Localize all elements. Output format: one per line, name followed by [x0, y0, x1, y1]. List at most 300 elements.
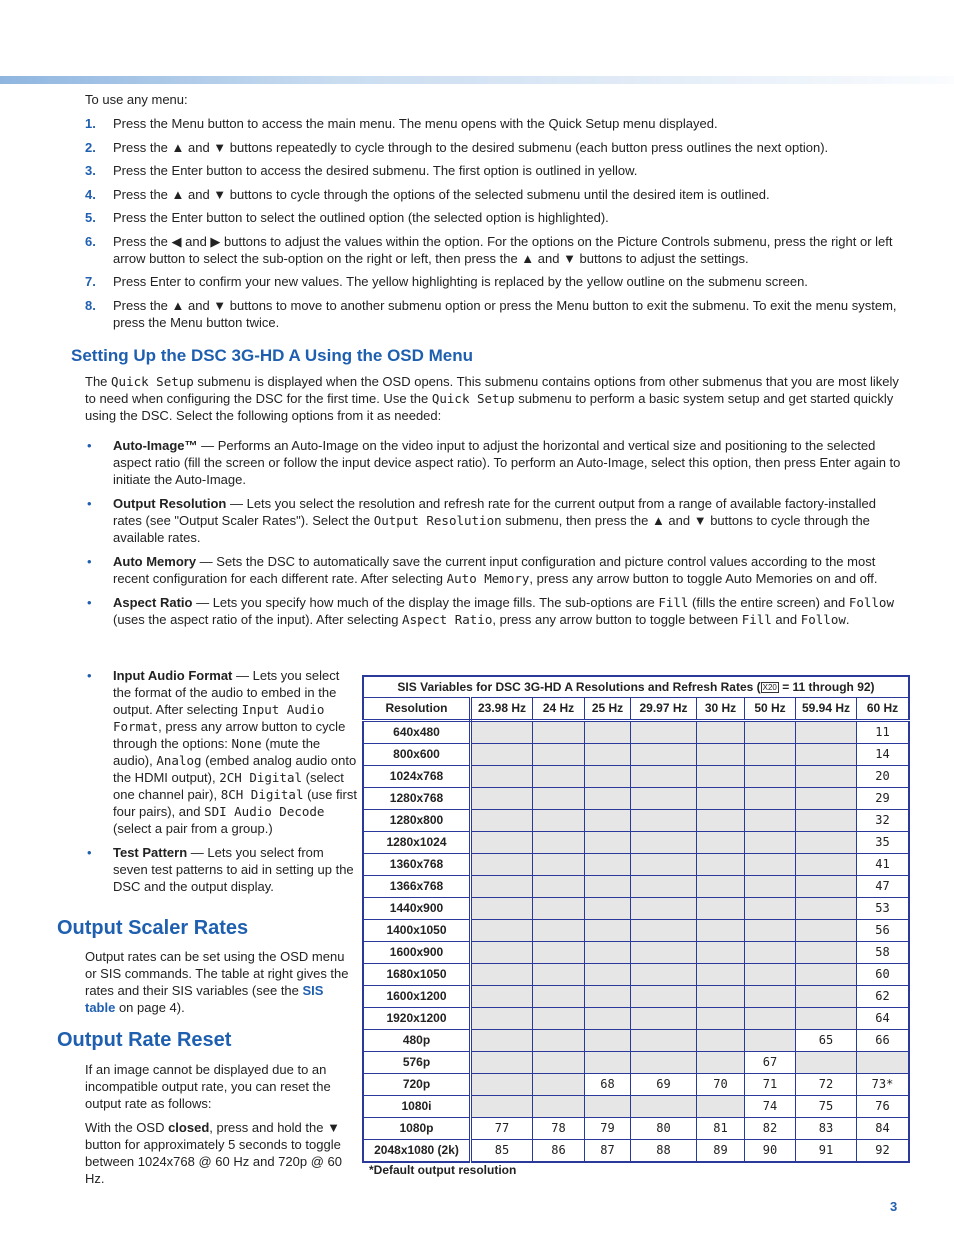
unavailable-cell [796, 898, 857, 920]
sis-variable-cell: 67 [745, 1052, 796, 1074]
sis-variable-cell: 83 [796, 1118, 857, 1140]
sis-variable-cell: 77 [471, 1118, 533, 1140]
text-run: (use first four pairs), and [113, 787, 357, 819]
option-bullet-item [85, 495, 905, 546]
menu-item-code: Follow [800, 612, 846, 627]
table-row [363, 1140, 909, 1163]
osd-section-heading: Setting Up the DSC 3G-HD A Using the OSD Menu [71, 346, 474, 365]
option-name: closed [168, 1120, 210, 1135]
bullet-icon: • [87, 554, 92, 569]
column-header: 29.97 Hz [631, 698, 697, 721]
output-scaler-rates-heading: Output Scaler Rates [57, 917, 249, 939]
unavailable-cell [697, 898, 745, 920]
unavailable-cell [585, 1008, 631, 1030]
sis-variable-cell: 90 [745, 1140, 796, 1163]
table-row [363, 920, 909, 942]
unavailable-cell [471, 1008, 533, 1030]
text-run: — Sets the DSC to automatically save the current input configuration and picture control values according to the most recent configuration for each different rate. After selecting [113, 554, 876, 586]
text-run: (select one channel pair), [113, 770, 344, 802]
column-header: 23.98 Hz [471, 698, 533, 721]
text-run: Press the Enter button to access the desired submenu. The first option is outlined in yellow. [113, 163, 638, 178]
text-run: The [85, 374, 112, 389]
text-run: , press any arrow button to toggle Auto Memories on and off. [529, 571, 878, 586]
step-number: 7. [85, 274, 96, 289]
unavailable-cell [631, 920, 697, 942]
table-row [363, 986, 909, 1008]
unavailable-cell [471, 1096, 533, 1118]
unavailable-cell [796, 810, 857, 832]
unavailable-cell [697, 964, 745, 986]
option-bullet-item [85, 437, 905, 488]
step-item [85, 162, 905, 179]
unavailable-cell [533, 876, 585, 898]
unavailable-cell [471, 854, 533, 876]
unavailable-cell [471, 1052, 533, 1074]
page-number: 3 [890, 1199, 898, 1214]
unavailable-cell [631, 1030, 697, 1052]
sis-variable-cell: 79 [585, 1118, 631, 1140]
unavailable-cell [533, 1030, 585, 1052]
option-name: Aspect Ratio [113, 595, 193, 610]
option-bullet-item [85, 844, 357, 895]
text-run: Press the Enter button to select the outlined option (the selected option is highlighted). [113, 210, 609, 225]
unavailable-cell [471, 788, 533, 810]
resolution-cell: 1024x768 [363, 766, 471, 788]
unavailable-cell [585, 810, 631, 832]
step-item [85, 209, 905, 226]
unavailable-cell [585, 788, 631, 810]
column-header: Resolution [363, 698, 471, 721]
unavailable-cell [471, 744, 533, 766]
unavailable-cell [796, 744, 857, 766]
column-header: 60 Hz [857, 698, 910, 721]
menu-item-code: Fill [741, 612, 772, 627]
resolution-cell: 576p [363, 1052, 471, 1074]
unavailable-cell [745, 788, 796, 810]
menu-item-code: None [231, 736, 262, 751]
unavailable-cell [631, 854, 697, 876]
unavailable-cell [697, 986, 745, 1008]
resolution-cell: 1280x800 [363, 810, 471, 832]
table-title: SIS Variables for DSC 3G-HD A Resolutions and Refresh Rates ( X20 = 11 through 92) [363, 676, 909, 698]
unavailable-cell [745, 810, 796, 832]
unavailable-cell [697, 1052, 745, 1074]
unavailable-cell [631, 810, 697, 832]
resolution-cell: 1080i [363, 1096, 471, 1118]
resolution-cell: 1280x1024 [363, 832, 471, 854]
unavailable-cell [585, 942, 631, 964]
unavailable-cell [533, 964, 585, 986]
osd-options-list-narrow [85, 667, 357, 902]
unavailable-cell [471, 1074, 533, 1096]
unavailable-cell [585, 854, 631, 876]
table-row [363, 1074, 909, 1096]
step-item [85, 115, 905, 132]
step-item [85, 186, 905, 203]
unavailable-cell [857, 1052, 910, 1074]
text-run: If an image cannot be displayed due to an incompatible output rate, you can reset the output rate as follows: [85, 1062, 331, 1111]
unavailable-cell [585, 744, 631, 766]
step-number: 1. [85, 116, 96, 131]
unavailable-cell [631, 1008, 697, 1030]
bullet-icon: • [87, 668, 92, 683]
table-row [363, 1096, 909, 1118]
text-run: — Lets you select the format of the audio to embed in the output. After selecting [113, 668, 340, 717]
table-row [363, 788, 909, 810]
unavailable-cell [631, 832, 697, 854]
unavailable-cell [796, 832, 857, 854]
table-row [363, 876, 909, 898]
sis-variable-cell: 68 [585, 1074, 631, 1096]
sis-variable-cell: 78 [533, 1118, 585, 1140]
sis-variable-cell: 58 [857, 942, 910, 964]
text-run: — Lets you specify how much of the display the image fills. The sub-options are [192, 595, 659, 610]
osd-options-list [85, 437, 905, 635]
unavailable-cell [631, 964, 697, 986]
unavailable-cell [697, 854, 745, 876]
unavailable-cell [631, 766, 697, 788]
table-row [363, 832, 909, 854]
sis-variable-cell: 87 [585, 1140, 631, 1163]
unavailable-cell [697, 920, 745, 942]
unavailable-cell [745, 1030, 796, 1052]
step-number: 3. [85, 163, 96, 178]
unavailable-cell [745, 876, 796, 898]
text-run: , press any arrow button to toggle between [492, 612, 742, 627]
table-row [363, 898, 909, 920]
bullet-icon: • [87, 595, 92, 610]
unavailable-cell [796, 942, 857, 964]
reset-paragraph-2 [85, 1119, 353, 1187]
column-header: 24 Hz [533, 698, 585, 721]
unavailable-cell [631, 942, 697, 964]
sis-variable-cell: 88 [631, 1140, 697, 1163]
text-run: Output rates can be set using the OSD menu or SIS commands. The table at right gives the rates and their SIS variables (see the [85, 949, 349, 998]
sis-variable-cell: 29 [857, 788, 910, 810]
sis-variable-cell: 65 [796, 1030, 857, 1052]
unavailable-cell [533, 788, 585, 810]
text-run: — Performs an Auto-Image on the video input to adjust the horizontal and vertical size and positioning to the selected aspect ratio (fill the screen or follow the input device aspect ratio). To perform an Auto-Image, select this option, then press Enter again to initiate the Auto-Image. [113, 438, 901, 487]
bullet-icon: • [87, 845, 92, 860]
unavailable-cell [697, 766, 745, 788]
option-name: Input Audio Format [113, 668, 233, 683]
text-run: on page 4). [115, 1000, 185, 1015]
unavailable-cell [796, 876, 857, 898]
unavailable-cell [745, 898, 796, 920]
text-run: Press the ▲ and ▼ buttons to cycle through the options of the selected submenu until the desired item is outlined. [113, 186, 770, 202]
unavailable-cell [796, 1008, 857, 1030]
text-run: — Lets you select from seven test patterns to aid in setting up the DSC and the output display. [113, 845, 354, 894]
unavailable-cell [533, 1052, 585, 1074]
unavailable-cell [796, 920, 857, 942]
unavailable-cell [533, 854, 585, 876]
unavailable-cell [533, 832, 585, 854]
resolution-cell: 1280x768 [363, 788, 471, 810]
table-row [363, 721, 909, 744]
text-run: (mute the audio), [113, 736, 321, 768]
menu-item-code: SDI Audio Decode [204, 804, 325, 819]
unavailable-cell [796, 964, 857, 986]
step-number: 5. [85, 210, 96, 225]
resolution-cell: 1920x1200 [363, 1008, 471, 1030]
x20-variable-key: X20 [762, 682, 777, 692]
text-run: (fills the entire screen) and [688, 595, 849, 610]
text-run: With the OSD [85, 1120, 169, 1135]
option-name: Auto Memory [113, 554, 197, 569]
bullet-icon: • [87, 496, 92, 511]
step-item [85, 273, 905, 290]
option-bullet-item [85, 553, 905, 587]
unavailable-cell [796, 788, 857, 810]
unavailable-cell [471, 832, 533, 854]
step-number: 4. [85, 186, 96, 202]
unavailable-cell [631, 898, 697, 920]
sis-variable-cell: 92 [857, 1140, 910, 1163]
text-run: submenu is displayed when the OSD opens. This submenu contains options from other submenus that you are most likely to need when configuring the DSC for the first time. Use the [85, 374, 899, 406]
reset-paragraph-1 [85, 1061, 357, 1112]
table-row [363, 1052, 909, 1074]
unavailable-cell [471, 876, 533, 898]
text-run: (uses the aspect ratio of the input). After selecting [113, 612, 403, 627]
unavailable-cell [631, 1052, 697, 1074]
unavailable-cell [631, 744, 697, 766]
unavailable-cell [631, 986, 697, 1008]
unavailable-cell [533, 1074, 585, 1096]
step-number: 8. [85, 297, 96, 313]
sis-variable-cell: 72 [796, 1074, 857, 1096]
sis-variable-cell: 56 [857, 920, 910, 942]
text-run: , press and hold the ▼ button for approximately 5 seconds to toggle between 1024x768 @ 60 Hz and 720p @ 60 Hz. [85, 1120, 342, 1186]
unavailable-cell [533, 898, 585, 920]
unavailable-cell [697, 876, 745, 898]
text-run: Press the ◀ and ▶ buttons to adjust the values within the option. For the options on the Picture Controls submenu, press the right or left arrow button to select the sub-option on the right or left, then press the ▲ and ▼ buttons to adjust the settings. [113, 233, 893, 266]
text-run: Press Enter to confirm your new values. The yellow highlighting is replaced by the yellow outline on the submenu screen. [113, 274, 808, 289]
text-run: Press the ▲ and ▼ buttons repeatedly to cycle through to the desired submenu (each button press outlines the next option). [113, 139, 829, 155]
resolution-cell: 1680x1050 [363, 964, 471, 986]
unavailable-cell [471, 721, 533, 744]
option-name: Auto-Image™ [113, 438, 198, 453]
unavailable-cell [631, 788, 697, 810]
unavailable-cell [745, 986, 796, 1008]
unavailable-cell [471, 920, 533, 942]
table-row [363, 1030, 909, 1052]
resolution-cell: 1366x768 [363, 876, 471, 898]
unavailable-cell [745, 766, 796, 788]
menu-item-code: Quick Setup [431, 391, 515, 406]
sis-variable-cell: 11 [857, 721, 910, 744]
unavailable-cell [471, 942, 533, 964]
unavailable-cell [697, 942, 745, 964]
sis-variable-cell: 89 [697, 1140, 745, 1163]
option-name: Output Resolution [113, 496, 227, 511]
menu-item-code: Follow [848, 595, 894, 610]
resolution-cell: 2048x1080 (2k) [363, 1140, 471, 1163]
unavailable-cell [471, 964, 533, 986]
sis-variable-cell: 74 [745, 1096, 796, 1118]
sis-variable-cell: 81 [697, 1118, 745, 1140]
text-run: (select a pair from a group.) [113, 821, 273, 836]
sis-variable-cell: 84 [857, 1118, 910, 1140]
unavailable-cell [585, 721, 631, 744]
unavailable-cell [585, 876, 631, 898]
unavailable-cell [745, 744, 796, 766]
unavailable-cell [533, 942, 585, 964]
step-number: 2. [85, 139, 96, 155]
unavailable-cell [745, 854, 796, 876]
table-footnote: *Default output resolution [369, 1163, 517, 1177]
header-gradient-bar [0, 76, 954, 84]
option-bullet-item [85, 594, 905, 628]
text-run: Press the Menu button to access the main menu. The menu opens with the Quick Setup menu displayed. [113, 116, 718, 131]
unavailable-cell [697, 832, 745, 854]
menu-item-code: Aspect Ratio [402, 612, 493, 627]
step-item [85, 297, 905, 331]
sis-rates-table [362, 675, 910, 1163]
unavailable-cell [697, 721, 745, 744]
sis-variable-cell: 76 [857, 1096, 910, 1118]
unavailable-cell [745, 964, 796, 986]
unavailable-cell [585, 964, 631, 986]
unavailable-cell [796, 766, 857, 788]
menu-item-code: Quick Setup [111, 374, 194, 389]
sis-variable-cell: 20 [857, 766, 910, 788]
text-run: — Lets you select the resolution and refresh rate for the current output from a range of available factory-installed rates (see "Output Scaler Rates"). Select the [113, 496, 877, 528]
unavailable-cell [533, 1008, 585, 1030]
resolution-cell: 1360x768 [363, 854, 471, 876]
table-row [363, 964, 909, 986]
unavailable-cell [585, 986, 631, 1008]
output-rate-reset-heading: Output Rate Reset [57, 1029, 232, 1051]
sis-variable-cell: 82 [745, 1118, 796, 1140]
unavailable-cell [471, 1030, 533, 1052]
sis-table-link[interactable]: SIS table [85, 983, 324, 1015]
unavailable-cell [745, 920, 796, 942]
resolution-cell: 640x480 [363, 721, 471, 744]
column-header: 59.94 Hz [796, 698, 857, 721]
table-row [363, 810, 909, 832]
unavailable-cell [471, 766, 533, 788]
sis-variable-cell: 35 [857, 832, 910, 854]
menu-item-code: 8CH Digital [220, 787, 304, 802]
intro-text: To use any menu: [85, 92, 188, 107]
sis-variable-cell: 86 [533, 1140, 585, 1163]
unavailable-cell [471, 986, 533, 1008]
unavailable-cell [533, 721, 585, 744]
text-run: Press the ▲ and ▼ buttons to move to another submenu option or press the Menu button to exit the submenu. To exit the menu system, press the Menu button twice. [113, 297, 897, 330]
resolution-cell: 1440x900 [363, 898, 471, 920]
unavailable-cell [533, 986, 585, 1008]
unavailable-cell [697, 1008, 745, 1030]
unavailable-cell [533, 1096, 585, 1118]
column-header: 30 Hz [697, 698, 745, 721]
unavailable-cell [631, 721, 697, 744]
sis-variable-cell: 14 [857, 744, 910, 766]
step-item [85, 233, 905, 267]
sis-variable-cell: 85 [471, 1140, 533, 1163]
unavailable-cell [796, 1052, 857, 1074]
table-row [363, 1118, 909, 1140]
menu-item-code: Output Resolution [373, 513, 502, 528]
table-row [363, 766, 909, 788]
unavailable-cell [796, 854, 857, 876]
unavailable-cell [585, 1096, 631, 1118]
text-run: (embed analog audio onto the HDMI output), [113, 753, 357, 785]
menu-item-code: Analog [156, 753, 202, 768]
step-number: 6. [85, 233, 96, 249]
osd-paragraph [85, 373, 905, 424]
bullet-icon: • [87, 438, 92, 453]
step-item [85, 139, 905, 156]
scaler-paragraph [85, 948, 357, 1016]
unavailable-cell [697, 1096, 745, 1118]
unavailable-cell [745, 832, 796, 854]
option-name: Test Pattern [113, 845, 188, 860]
table-row [363, 744, 909, 766]
resolution-cell: 720p [363, 1074, 471, 1096]
resolution-cell: 1400x1050 [363, 920, 471, 942]
table-row [363, 1008, 909, 1030]
resolution-cell: 1600x900 [363, 942, 471, 964]
unavailable-cell [697, 788, 745, 810]
resolution-cell: 480p [363, 1030, 471, 1052]
unavailable-cell [697, 810, 745, 832]
unavailable-cell [533, 766, 585, 788]
unavailable-cell [745, 942, 796, 964]
sis-variable-cell: 66 [857, 1030, 910, 1052]
sis-variable-cell: 60 [857, 964, 910, 986]
unavailable-cell [533, 810, 585, 832]
text-run: . [845, 612, 850, 627]
unavailable-cell [631, 1096, 697, 1118]
option-bullet-item [85, 667, 357, 837]
unavailable-cell [533, 744, 585, 766]
sis-variable-cell: 47 [857, 876, 910, 898]
unavailable-cell [631, 876, 697, 898]
menu-item-code: Input Audio Format [113, 702, 325, 734]
unavailable-cell [745, 1008, 796, 1030]
menu-steps-list [85, 115, 905, 337]
resolution-cell: 800x600 [363, 744, 471, 766]
sis-variable-cell: 69 [631, 1074, 697, 1096]
text-run: submenu, then press the ▲ and ▼ buttons to cycle through the available rates. [113, 513, 870, 545]
text-run: , press any arrow button to cycle through the options: [113, 719, 346, 751]
sis-variable-cell: 32 [857, 810, 910, 832]
sis-variable-cell: 70 [697, 1074, 745, 1096]
unavailable-cell [471, 898, 533, 920]
sis-variable-cell: 75 [796, 1096, 857, 1118]
unavailable-cell [796, 986, 857, 1008]
menu-item-code: 2CH Digital [219, 770, 303, 785]
unavailable-cell [585, 920, 631, 942]
table-row [363, 942, 909, 964]
unavailable-cell [796, 721, 857, 744]
menu-item-code: Auto Memory [446, 571, 530, 586]
sis-variable-cell: 62 [857, 986, 910, 1008]
unavailable-cell [585, 766, 631, 788]
sis-variable-cell: 53 [857, 898, 910, 920]
menu-item-code: Fill [658, 595, 689, 610]
column-header: 50 Hz [745, 698, 796, 721]
sis-variable-cell: 41 [857, 854, 910, 876]
unavailable-cell [745, 721, 796, 744]
resolution-cell: 1080p [363, 1118, 471, 1140]
sis-variable-cell: 80 [631, 1118, 697, 1140]
unavailable-cell [697, 1030, 745, 1052]
unavailable-cell [471, 810, 533, 832]
unavailable-cell [585, 898, 631, 920]
sis-variable-cell: 91 [796, 1140, 857, 1163]
unavailable-cell [585, 832, 631, 854]
